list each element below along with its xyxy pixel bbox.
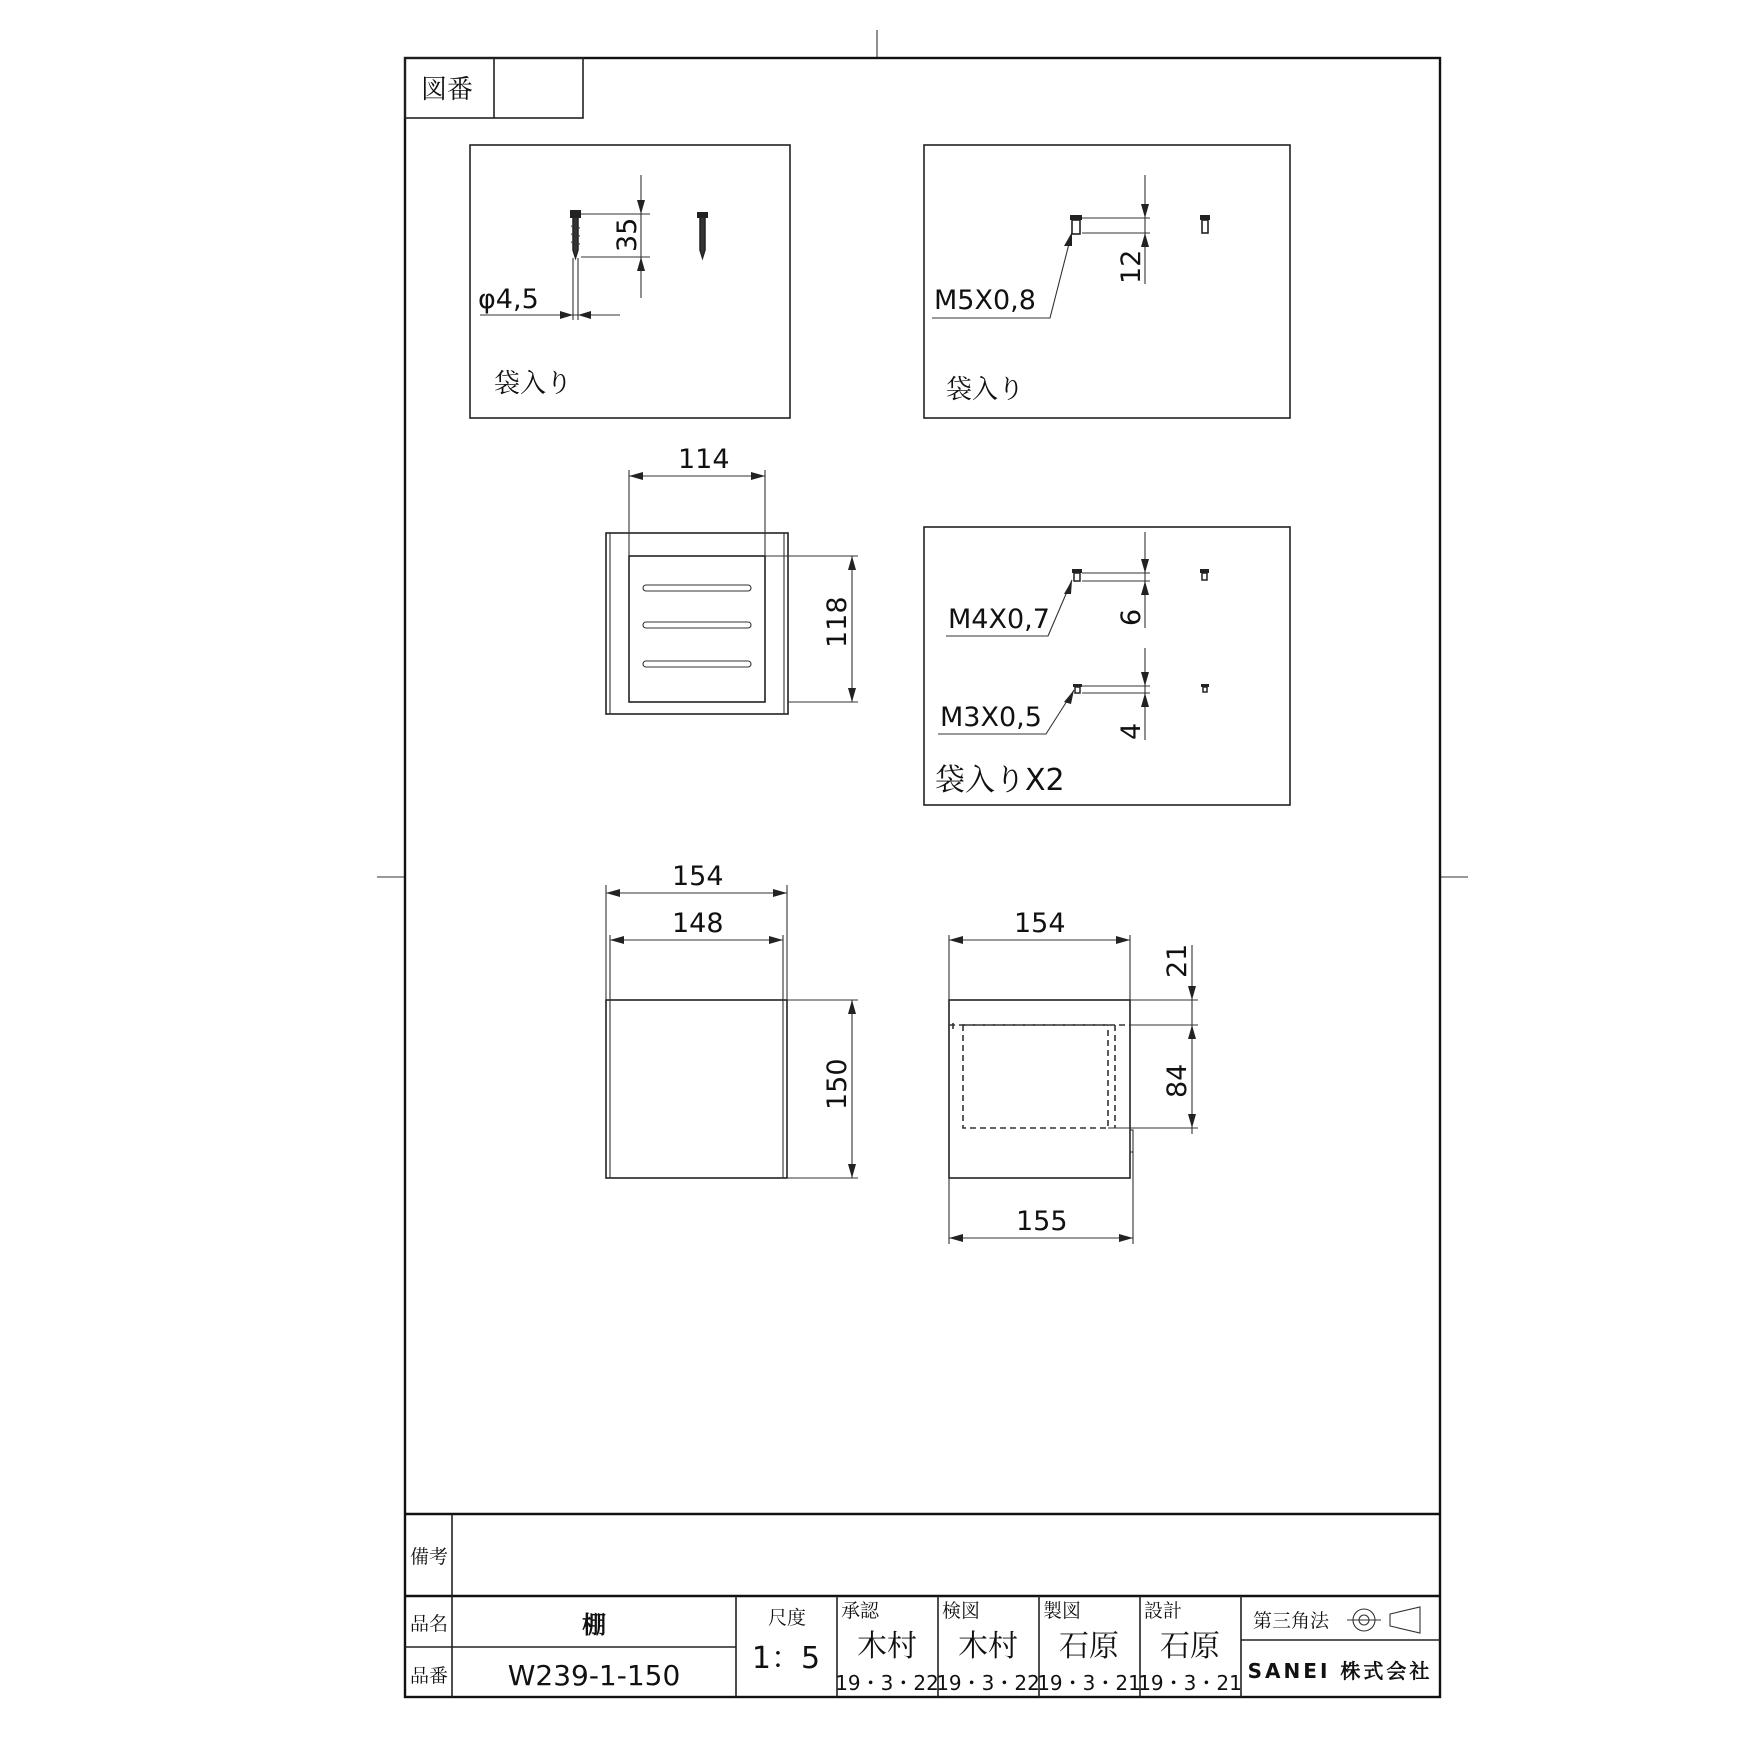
zuban-label: 図番 [421,75,474,105]
company-name: SANEI 株式会社 [1247,1659,1433,1683]
approval-date-1: 19・3・22 [835,1671,939,1695]
approval-role-3: 製図 [1043,1600,1082,1622]
top-view [606,444,858,714]
front-view-outer-width: 154 [672,861,724,892]
hinmei-value: 棚 [582,1611,606,1639]
m3-screw-length: 4 [1116,722,1147,740]
approval-name-1: 木村 [857,1629,917,1664]
m4-screw-length: 6 [1116,608,1147,626]
front-view-inner-width: 148 [672,908,724,939]
hinban-label: 品番 [410,1665,449,1687]
top-view-height: 118 [822,596,853,648]
m4-m3-screw-box [924,527,1290,805]
side-view [949,908,1198,1244]
approval-date-2: 19・3・22 [936,1671,1040,1695]
front-view-height: 150 [822,1058,853,1110]
m4-screw-spec: M4X0,7 [948,604,1050,635]
hinban-value: W239-1-150 [507,1659,681,1692]
m5-screw-length: 12 [1116,249,1147,284]
wood-screw-box [470,145,790,418]
title-block [405,1514,1440,1697]
wood-screw-diameter: φ4,5 [478,284,539,315]
m5-screw-note: 袋入り [946,375,1025,405]
approval-date-4: 19・3・21 [1138,1671,1242,1695]
top-view-width: 114 [678,444,730,475]
wood-screw-note: 袋入り [494,369,573,399]
m5-screw-box [924,145,1290,418]
projection-label: 第三角法 [1253,1610,1330,1632]
approval-role-4: 設計 [1144,1600,1183,1622]
scale-value: 1：5 [751,1641,821,1676]
m3-screw-note: 袋入りX2 [935,763,1065,798]
bikou-label: 備考 [410,1546,449,1568]
third-angle-projection-icon [1347,1607,1420,1633]
approval-role-1: 承認 [841,1600,880,1622]
m5-screw-spec: M5X0,8 [934,285,1036,316]
front-view [606,861,858,1178]
approval-name-4: 石原 [1160,1629,1220,1664]
side-view-top-width: 154 [1014,908,1066,939]
approval-name-2: 木村 [958,1629,1018,1664]
sheet-frame [405,58,1440,1697]
approval-date-3: 19・3・21 [1037,1671,1141,1695]
approval-role-2: 検図 [942,1600,981,1622]
hinmei-label: 品名 [410,1613,449,1635]
side-view-slot-height: 84 [1162,1063,1193,1098]
scale-label: 尺度 [768,1607,807,1629]
approval-name-3: 石原 [1059,1629,1119,1664]
side-view-top-offset: 21 [1162,943,1193,978]
m3-screw-spec: M3X0,5 [940,702,1042,733]
wood-screw-length: 35 [612,217,643,252]
side-view-bottom-width: 155 [1016,1206,1068,1237]
